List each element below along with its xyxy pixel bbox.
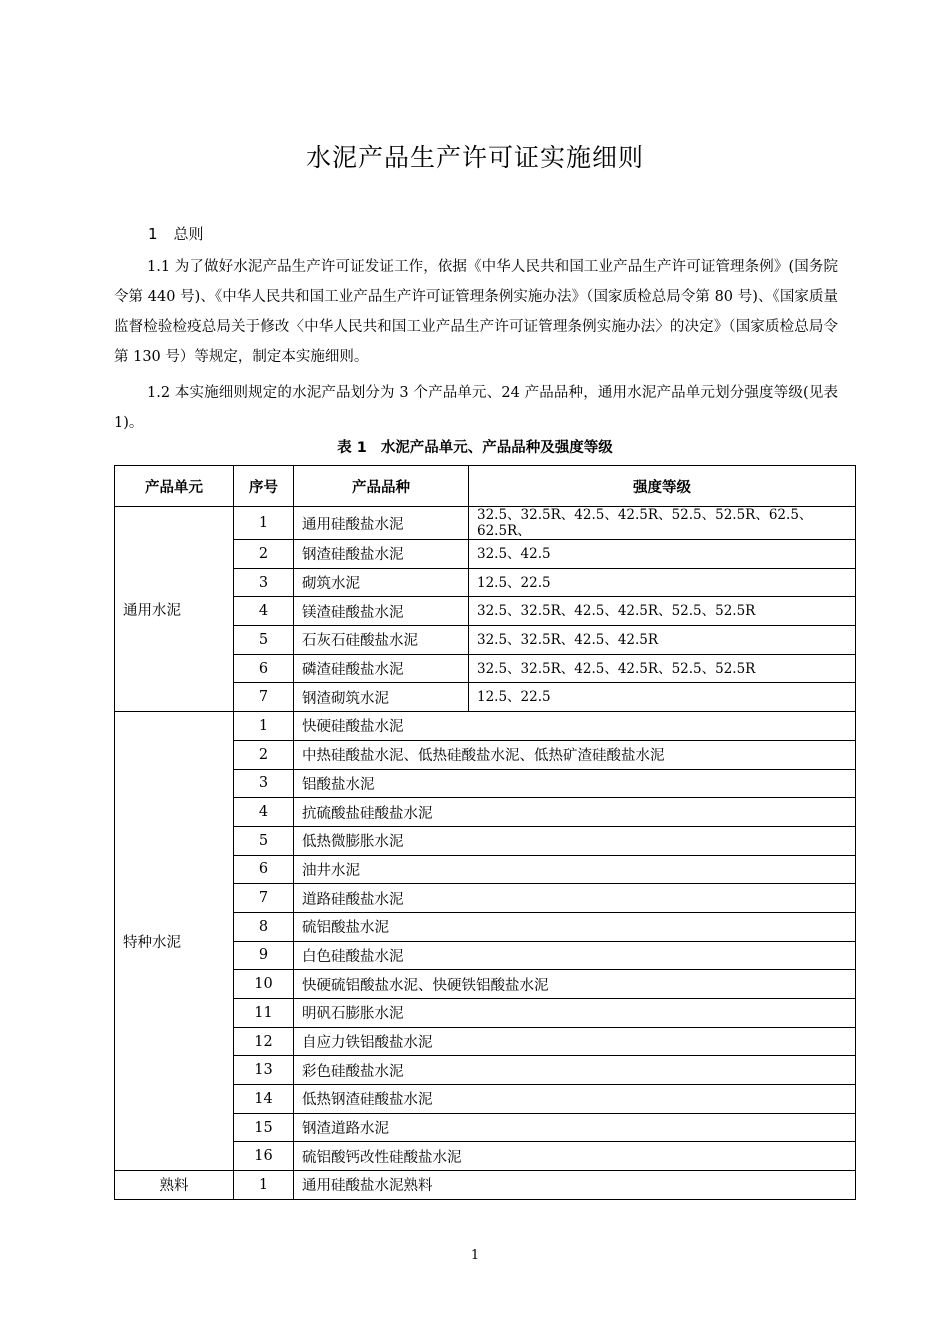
grade-cell: 32.5、42.5: [469, 540, 856, 569]
grade-cell: 12.5、22.5: [469, 683, 856, 712]
page-number: 1: [470, 1248, 480, 1263]
header-grade: 强度等级: [469, 466, 856, 507]
variety-cell: 通用硅酸盐水泥熟料: [294, 1171, 856, 1200]
product-unit-cell: 熟料: [115, 1171, 234, 1200]
product-unit-cell: 特种水泥: [115, 712, 234, 1171]
section-heading: [148, 223, 204, 244]
product-table: [114, 465, 856, 1200]
seq-cell: 2: [234, 740, 294, 769]
seq-cell: 13: [234, 1056, 294, 1085]
variety-cell: 快硬硫铝酸盐水泥、快硬铁铝酸盐水泥: [294, 970, 856, 999]
variety-cell: 砌筑水泥: [294, 568, 469, 597]
seq-cell: 16: [234, 1142, 294, 1171]
seq-cell: 7: [234, 683, 294, 712]
seq-cell: 3: [234, 769, 294, 798]
seq-cell: 4: [234, 597, 294, 626]
variety-cell: 抗硫酸盐硅酸盐水泥: [294, 798, 856, 827]
variety-cell: 磷渣硅酸盐水泥: [294, 654, 469, 683]
variety-cell: 低热钢渣硅酸盐水泥: [294, 1085, 856, 1114]
seq-cell: 6: [234, 855, 294, 884]
variety-cell: 明矾石膨胀水泥: [294, 999, 856, 1028]
variety-cell: 中热硅酸盐水泥、低热硅酸盐水泥、低热矿渣硅酸盐水泥: [294, 740, 856, 769]
seq-cell: 11: [234, 999, 294, 1028]
grade-cell: 32.5、32.5R、42.5、42.5R、52.5、52.5R: [469, 654, 856, 683]
seq-cell: 6: [234, 654, 294, 683]
seq-cell: 1: [234, 712, 294, 741]
table-header-row: [115, 466, 856, 507]
paragraph-1-2: 1.2 本实施细则规定的水泥产品划分为 3 个产品单元、24 产品品种，通用水泥产品单元划分强度等级(见表 1)。: [114, 385, 838, 431]
variety-cell: 石灰石硅酸盐水泥: [294, 626, 469, 655]
table-row: [115, 712, 856, 741]
section-title: 总则: [173, 225, 204, 243]
seq-cell: 10: [234, 970, 294, 999]
table-caption: [0, 436, 950, 457]
variety-cell: 道路硅酸盐水泥: [294, 884, 856, 913]
grade-cell: 32.5、32.5R、42.5、42.5R、52.5、52.5R、62.5、62.5R、: [469, 507, 856, 540]
variety-cell: 自应力铁铝酸盐水泥: [294, 1027, 856, 1056]
table-caption-label: 表 1: [337, 440, 367, 456]
variety-cell: 硫铝酸钙改性硅酸盐水泥: [294, 1142, 856, 1171]
seq-cell: 2: [234, 540, 294, 569]
variety-cell: 彩色硅酸盐水泥: [294, 1056, 856, 1085]
seq-cell: 9: [234, 941, 294, 970]
seq-cell: 5: [234, 626, 294, 655]
seq-cell: 12: [234, 1027, 294, 1056]
header-seq: 序号: [234, 466, 294, 507]
seq-cell: 4: [234, 798, 294, 827]
seq-cell: 15: [234, 1113, 294, 1142]
seq-cell: 3: [234, 568, 294, 597]
variety-cell: 钢渣砌筑水泥: [294, 683, 469, 712]
table-caption-text: 水泥产品单元、产品品种及强度等级: [380, 440, 613, 456]
grade-cell: 32.5、32.5R、42.5、42.5R: [469, 626, 856, 655]
variety-cell: 油井水泥: [294, 855, 856, 884]
seq-cell: 14: [234, 1085, 294, 1114]
variety-cell: 白色硅酸盐水泥: [294, 941, 856, 970]
variety-cell: 快硬硅酸盐水泥: [294, 712, 856, 741]
seq-cell: 1: [234, 507, 294, 540]
grade-cell: 12.5、22.5: [469, 568, 856, 597]
seq-cell: 7: [234, 884, 294, 913]
paragraph-1-1: 1.1 为了做好水泥产品生产许可证发证工作，依据《中华人民共和国工业产品生产许可证管理条例》(国务院令第 440 号)、《中华人民共和国工业产品生产许可证管理条例实施办法》（国家质检总局令第 80 号)、《国家质量监督检验检疫总局关于修改〈中华人民共和国工业产品生产许可证管理条例实施办法〉的决定》（国家质检总局令第 130 号）等规定，制定本实施细则。: [114, 259, 838, 365]
seq-cell: 5: [234, 826, 294, 855]
variety-cell: 铝酸盐水泥: [294, 769, 856, 798]
variety-cell: 钢渣硅酸盐水泥: [294, 540, 469, 569]
header-variety: 产品品种: [294, 466, 469, 507]
document-title: 水泥产品生产许可证实施细则: [305, 143, 644, 172]
product-unit-cell: 通用水泥: [115, 507, 234, 712]
seq-cell: 1: [234, 1171, 294, 1200]
variety-cell: 硫铝酸盐水泥: [294, 912, 856, 941]
header-unit: 产品单元: [115, 466, 234, 507]
variety-cell: 镁渣硅酸盐水泥: [294, 597, 469, 626]
variety-cell: 低热微膨胀水泥: [294, 826, 856, 855]
section-number: 1: [148, 225, 158, 243]
table-row: [115, 507, 856, 540]
seq-cell: 8: [234, 912, 294, 941]
table-row: [115, 1171, 856, 1200]
variety-cell: 钢渣道路水泥: [294, 1113, 856, 1142]
variety-cell: 通用硅酸盐水泥: [294, 507, 469, 540]
grade-cell: 32.5、32.5R、42.5、42.5R、52.5、52.5R: [469, 597, 856, 626]
